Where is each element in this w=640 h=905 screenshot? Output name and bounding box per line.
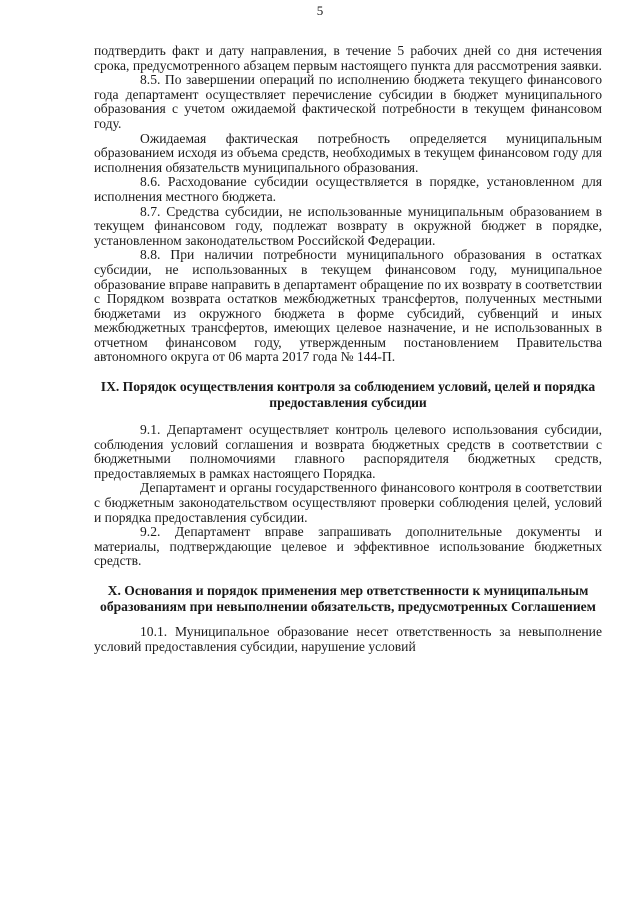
- paragraph-8-7: 8.7. Средства субсидии, не использованные муниципальным образованием в текущем финансовом году, подлежат возврату в окружной бюджет в порядке, установленном законодательством Российской Федерации.: [94, 203, 602, 248]
- paragraph-9-2: 9.2. Департамент вправе запрашивать дополнительные документы и материалы, подтверждающие целевое и эффективное использование бюджетных средств.: [94, 524, 602, 569]
- section-x-heading: X. Основания и порядок применения мер ответственности к муниципальным образованиям при невыполнении обязательств, предусмотренных Соглашением: [100, 583, 596, 614]
- section-ix-heading: IX. Порядок осуществления контроля за соблюдением условий, целей и порядка предоставления субсидии: [100, 379, 596, 411]
- paragraph: Департамент и органы государственного финансового контроля в соответствии с бюджетным законодательством осуществляют проверки соблюдения целей, условий и порядка предоставления субсидии.: [94, 480, 602, 525]
- document-body: [94, 44, 602, 654]
- paragraph: подтвердить факт и дату направления, в течение 5 рабочих дней со дня истечения срока, предусмотренного абзацем первым настоящего пункта для рассмотрения заявки.: [94, 43, 602, 73]
- paragraph-10-1: 10.1. Муниципальное образование несет ответственность за невыполнение условий предоставления субсидии, нарушение условий: [94, 624, 602, 654]
- paragraph: Ожидаемая фактическая потребность определяется муниципальным образованием исходя из объема средств, необходимых в текущем финансовом году для исполнения обязательств муниципального образования.: [94, 130, 602, 175]
- paragraph-8-6: 8.6. Расходование субсидии осуществляется в порядке, установленном для исполнения местного бюджета.: [94, 174, 602, 204]
- paragraph-8-5: 8.5. По завершении операций по исполнению бюджета текущего финансового года департамент осуществляет перечисление субсидии в бюджет муниципального образования с учетом ожидаемой фактической потребности в текущем финансовом году.: [94, 72, 602, 131]
- paragraph-8-8: 8.8. При наличии потребности муниципального образования в остатках субсидии, не использованных в текущем финансовом году, муниципальное образование вправе направить в департамент обращение по их возврату в соответствии с Порядком возврата остатков межбюджетных трансфертов, полученных местными бюджетами из окружного бюджета в форме субсидий, субвенций и иных межбюджетных трансфертов, имеющих целевое назначение, и не использованных в отчетном финансовом году, утвержденным постановлением Правительства автономного округа от 06 марта 2017 года № 144-П.: [94, 247, 602, 365]
- page-number: 5: [316, 3, 324, 18]
- paragraph-9-1: 9.1. Департамент осуществляет контроль целевого использования субсидии, соблюдения условий соглашения и возврата бюджетных средств в соответствии с бюджетными полномочиями главного распорядителя бюджетных средств, предоставляемых в рамках настоящего Порядка.: [94, 422, 602, 481]
